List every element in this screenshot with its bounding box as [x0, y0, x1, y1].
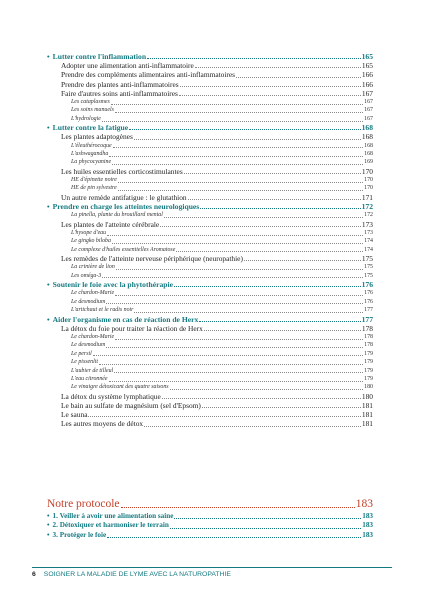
toc-entry-page: 175 [361, 254, 373, 264]
footer-title: SOIGNER LA MALADIE DE LYME AVEC LA NATUROPATHIE [43, 571, 231, 578]
toc-entry-page: 171 [361, 192, 373, 202]
protocol-section [47, 493, 373, 540]
leader-dots [164, 217, 363, 218]
leader-dots [107, 537, 361, 538]
toc-entry-title: Le pissenlit [71, 359, 98, 366]
toc-entry-level-3[interactable] [47, 383, 373, 391]
protocol-item[interactable] [47, 521, 373, 530]
toc-entry-page: 169 [364, 159, 373, 166]
table-of-contents [47, 52, 373, 429]
toc-entry-level-2[interactable] [47, 254, 373, 263]
toc-entry-level-2[interactable] [47, 410, 373, 419]
toc-entry-page: 179 [364, 367, 373, 374]
leader-dots [180, 86, 361, 87]
toc-entry-level-1[interactable] [47, 315, 373, 324]
toc-entry-page: 173 [361, 219, 373, 229]
toc-entry-page: 168 [364, 142, 373, 149]
toc-entry-title: Le complexe d'huiles essentielles Aromatose [71, 246, 176, 253]
toc-entry-level-3[interactable] [47, 272, 373, 280]
toc-entry-title: Prendre en charge les atteintes neurologiques [52, 202, 200, 212]
toc-entry-level-3[interactable] [47, 98, 373, 106]
toc-entry-page: 170 [364, 177, 373, 184]
toc-entry-title: L'ashwagandha [71, 151, 109, 158]
leader-dots [93, 355, 363, 356]
protocol-item[interactable] [47, 531, 373, 540]
bullet-icon: • [47, 530, 50, 539]
toc-entry-title: La phycocyanine [71, 159, 112, 166]
bullet-icon: • [47, 521, 50, 530]
toc-entry-level-3[interactable] [47, 289, 373, 297]
toc-entry-level-3[interactable] [47, 341, 373, 349]
leader-dots [170, 528, 361, 529]
toc-entry-title: Les plantes adaptogènes [61, 132, 133, 142]
toc-entry-level-2[interactable] [47, 70, 373, 79]
leader-dots [109, 381, 364, 382]
protocol-item[interactable] [47, 512, 373, 521]
toc-entry-level-1[interactable] [47, 280, 373, 289]
toc-entry-title: La détox du système lymphatique [61, 391, 161, 401]
toc-entry-page: 183 [362, 530, 373, 539]
toc-entry-level-3[interactable] [47, 358, 373, 366]
toc-entry-title: Le vinaigre détoxicant des quatre saisons [71, 384, 169, 391]
bullet-icon: • [47, 280, 50, 290]
toc-entry-page: 177 [364, 307, 373, 314]
toc-entry-title: L'hysope d'eau [71, 229, 107, 236]
leader-dots [106, 347, 363, 348]
leader-dots [121, 507, 355, 508]
leader-dots [174, 286, 361, 287]
leader-dots [118, 182, 363, 183]
toc-entry-page: 173 [364, 229, 373, 236]
toc-entry-title: Les cataplasmes [71, 99, 110, 106]
toc-entry-level-3[interactable] [47, 158, 373, 166]
leader-dots [236, 77, 361, 78]
toc-entry-title: Les remèdes de l'atteinte nerveuse périphérique (neuropathie) [61, 254, 243, 264]
toc-entry-level-2[interactable] [47, 401, 373, 410]
toc-entry-page: 170 [361, 166, 373, 176]
toc-entry-level-2[interactable] [47, 132, 373, 141]
toc-entry-page: 165 [361, 52, 373, 61]
toc-entry-title: Le bain au sulfate de magnésium (sel d'Epsom) [61, 401, 201, 410]
toc-entry-title: Lutter contre l'inflammation [52, 52, 147, 61]
toc-entry-page: 172 [364, 212, 373, 219]
toc-entry-title: Aider l'organisme en cas de réaction de Herx [52, 314, 199, 324]
toc-entry-title: Prendre des compléments alimentaires anti-inflammatoires [61, 70, 236, 80]
protocol-title: Notre protocole [47, 498, 120, 510]
leader-dots [111, 104, 363, 105]
leader-dots [102, 121, 363, 122]
toc-entry-title: Les autres moyens de détox [61, 419, 144, 429]
toc-entry-page: 174 [364, 246, 373, 253]
toc-entry-page: 179 [364, 350, 373, 357]
toc-entry-page: 176 [361, 280, 373, 290]
protocol-page: 183 [355, 498, 373, 510]
toc-entry-page: 178 [364, 333, 373, 340]
toc-entry-level-2[interactable] [47, 61, 373, 70]
toc-entry-title: Le chardon-Marie [71, 290, 115, 297]
toc-entry-level-3[interactable] [47, 263, 373, 271]
toc-entry-title: Soutenir le foie avec la phytothérapie [52, 280, 173, 290]
toc-entry-title: Lutter contre la fatigue [52, 123, 129, 133]
leader-dots [147, 58, 361, 59]
toc-entry-level-2[interactable] [47, 80, 373, 89]
toc-entry-level-3[interactable] [47, 229, 373, 237]
toc-entry-title: Le gingko biloba [71, 238, 111, 245]
toc-entry-page: 177 [361, 314, 373, 324]
toc-entry-level-1[interactable] [47, 52, 373, 61]
toc-entry-page: 179 [364, 359, 373, 366]
toc-entry-title: L'eau citronnée [71, 375, 108, 382]
toc-entry-title: HE d'épinette noire [71, 177, 117, 184]
leader-dots [112, 164, 363, 165]
leader-dots [102, 277, 363, 278]
toc-entry-level-3[interactable] [47, 142, 373, 150]
toc-entry-page: 176 [364, 290, 373, 297]
leader-dots [202, 407, 361, 408]
toc-entry-level-3[interactable] [47, 176, 373, 184]
toc-entry-title: Adopter une alimentation anti-inflammatoire [61, 61, 194, 71]
toc-entry-level-2[interactable] [47, 89, 373, 98]
toc-entry-page: 175 [364, 272, 373, 279]
toc-entry-page: 166 [361, 79, 373, 89]
toc-entry-level-3[interactable] [47, 375, 373, 383]
leader-dots [112, 243, 363, 244]
leader-dots [115, 295, 363, 296]
toc-entry-title: Le desmodium [71, 342, 106, 349]
toc-entry-page: 166 [361, 70, 373, 80]
leader-dots [107, 235, 363, 236]
leader-dots [162, 398, 361, 399]
toc-entry-title: Les soins manuels [71, 107, 114, 114]
toc-entry-title: HE de pin sylvestre [71, 185, 117, 192]
toc-entry-level-1[interactable] [47, 123, 373, 132]
toc-entry-page: 180 [364, 384, 373, 391]
toc-entry-page: 168 [364, 151, 373, 158]
toc-entry-level-2[interactable] [47, 220, 373, 229]
toc-entry-title: Le chardon-Marie [71, 333, 115, 340]
leader-dots [200, 208, 360, 209]
toc-entry-title: 3. Protéger le foie [52, 530, 107, 539]
leader-dots [113, 147, 364, 148]
toc-entry-page: 178 [361, 323, 373, 333]
toc-entry-page: 179 [364, 375, 373, 382]
leader-dots [160, 226, 361, 227]
toc-entry-title: Prendre des plantes anti-inflammatoires [61, 79, 179, 89]
toc-entry-level-3[interactable] [47, 306, 373, 314]
page-footer [32, 567, 392, 578]
toc-entry-level-3[interactable] [47, 367, 373, 375]
toc-entry-title: Le persil [71, 350, 92, 357]
toc-entry-level-2[interactable] [47, 324, 373, 333]
leader-dots [244, 260, 361, 261]
toc-entry-page: 167 [364, 107, 373, 114]
leader-dots [99, 364, 363, 365]
toc-entry-page: 168 [361, 132, 373, 142]
toc-entry-level-2[interactable] [47, 167, 373, 176]
toc-entry-page: 176 [364, 298, 373, 305]
toc-entry-level-3[interactable] [47, 150, 373, 158]
toc-entry-title: La crinière de lion [71, 264, 115, 271]
leader-dots [88, 416, 360, 417]
toc-entry-page: 181 [361, 410, 373, 420]
toc-entry-level-3[interactable] [47, 237, 373, 245]
leader-dots [116, 269, 363, 270]
toc-entry-title: 1. Veiller à avoir une alimentation saine [52, 512, 174, 520]
toc-entry-level-3[interactable] [47, 333, 373, 341]
leader-dots [115, 339, 363, 340]
leader-dots [134, 139, 361, 140]
bullet-icon: • [47, 512, 50, 520]
toc-entry-page: 183 [362, 512, 373, 520]
toc-entry-title: Faire d'autres soins anti-inflammatoires [61, 88, 178, 98]
toc-entry-level-3[interactable] [47, 211, 373, 219]
leader-dots [134, 312, 363, 313]
leader-dots [204, 330, 361, 331]
toc-entry-title: Un autre remède antifatigue : le glutathion [61, 192, 187, 202]
toc-entry-level-3[interactable] [47, 115, 373, 123]
leader-dots [184, 173, 361, 174]
leader-dots [188, 199, 361, 200]
toc-entry-page: 183 [362, 521, 373, 530]
toc-entry-page: 165 [361, 61, 373, 71]
toc-entry-level-2[interactable] [47, 419, 373, 428]
toc-entry-page: 170 [364, 185, 373, 192]
protocol-heading[interactable] [47, 496, 373, 512]
leader-dots [195, 67, 361, 68]
toc-entry-title: Les huiles essentielles corticostimulantes [61, 166, 183, 176]
toc-entry-title: Le desmodium [71, 298, 106, 305]
toc-entry-page: 172 [361, 202, 373, 212]
leader-dots [170, 389, 364, 390]
bullet-icon: • [47, 314, 50, 324]
toc-entry-title: L'artichaut et le radis noir [71, 307, 134, 314]
toc-entry-level-1[interactable] [47, 202, 373, 211]
toc-entry-title: La pinella, plante du brouillard mental [71, 212, 163, 219]
toc-entry-page: 181 [361, 401, 373, 410]
bullet-icon: • [47, 202, 50, 212]
toc-entry-level-3[interactable] [47, 246, 373, 254]
leader-dots [115, 112, 363, 113]
toc-entry-level-2[interactable] [47, 193, 373, 202]
toc-entry-page: 175 [364, 264, 373, 271]
leader-dots [114, 372, 363, 373]
leader-dots [118, 190, 363, 191]
toc-entry-title: L'aubier de tilleul [71, 367, 114, 374]
toc-entry-title: L'hydrologie [71, 115, 101, 122]
leader-dots [106, 303, 363, 304]
toc-entry-title: La détox du foie pour traiter la réaction de Herx [61, 323, 203, 333]
bullet-icon: • [47, 123, 50, 133]
leader-dots [144, 426, 361, 427]
leader-dots [174, 518, 361, 519]
leader-dots [176, 251, 363, 252]
toc-entry-level-3[interactable] [47, 106, 373, 114]
toc-entry-page: 167 [364, 115, 373, 122]
leader-dots [199, 321, 360, 322]
footer-page-number: 6 [32, 571, 36, 578]
toc-entry-page: 178 [364, 342, 373, 349]
toc-entry-page: 168 [361, 123, 373, 133]
toc-entry-title: Le sauna [61, 410, 88, 420]
toc-entry-level-2[interactable] [47, 392, 373, 401]
toc-entry-page: 180 [361, 391, 373, 401]
toc-entry-level-3[interactable] [47, 298, 373, 306]
toc-entry-page: 181 [361, 419, 373, 429]
leader-dots [129, 129, 361, 130]
leader-dots [109, 156, 363, 157]
toc-entry-level-3[interactable] [47, 350, 373, 358]
protocol-items [47, 512, 373, 540]
toc-entry-page: 167 [361, 88, 373, 98]
toc-entry-page: 167 [364, 99, 373, 106]
toc-entry-page: 174 [364, 238, 373, 245]
bullet-icon: • [47, 52, 50, 61]
toc-entry-title: Les plantes de l'atteinte cérébrale [61, 219, 160, 229]
toc-entry-title: 2. Détoxiquer et harmoniser le terrain [52, 521, 169, 530]
toc-entry-level-3[interactable] [47, 184, 373, 192]
toc-entry-title: L'éleuthérocoque [71, 142, 112, 149]
toc-entry-title: Les oméga-3 [71, 272, 102, 279]
leader-dots [179, 95, 361, 96]
